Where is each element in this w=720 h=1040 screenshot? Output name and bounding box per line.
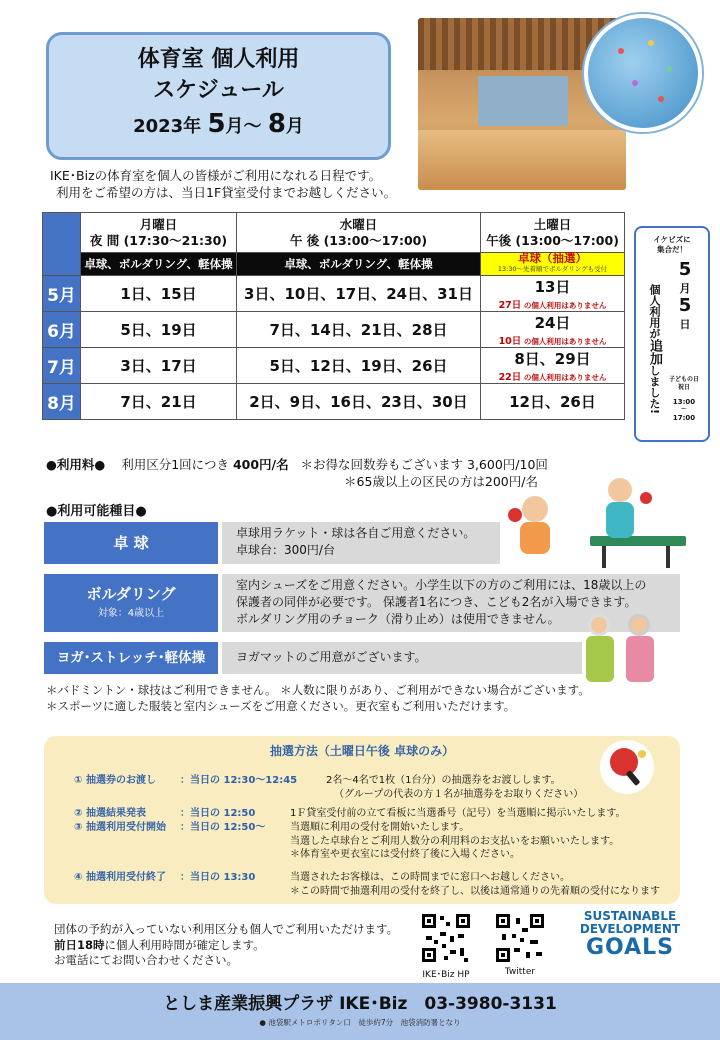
footer <box>0 983 720 1040</box>
type-desc-line1: ヨガマットのご用意がございます。 <box>236 650 427 664</box>
cell-wednesday: 7日、14日、21日、28日 <box>237 312 481 348</box>
col-day: 土曜日 <box>533 216 572 232</box>
cell-wednesday: 5日、12日、19日、26日 <box>237 348 481 384</box>
lottery-step-4 <box>74 871 255 885</box>
type-desc <box>222 642 582 674</box>
bouldering-photo <box>584 14 702 132</box>
lottery-title: 抽選方法（土曜日午後 卓球のみ） <box>269 744 455 758</box>
cell-saturday <box>481 276 625 312</box>
cell-monday: 5日、19日 <box>81 312 237 348</box>
col-activity: 卓球、ボルダリング、軽体操 <box>81 253 237 276</box>
notice-header2: 集合だ！ <box>657 245 687 254</box>
col-activity: 卓球（抽選） <box>518 251 587 265</box>
notice-kids-weekday: 祝日 <box>677 384 690 391</box>
group-info-line1: 団体の予約が入っていない利用区分も個人でご利用いただけます。 <box>54 922 399 936</box>
col-day: 月曜日 <box>139 216 178 232</box>
fees-text: 利用区分1回につき <box>121 457 229 472</box>
notice-month-unit: 月 <box>679 282 691 295</box>
sdgs-logo <box>566 910 694 960</box>
cell-saturday: 12日、26日 <box>481 384 625 420</box>
table-corner <box>43 213 81 276</box>
sdg-line2: DEVELOPMENT <box>579 922 681 936</box>
cell-monday: 1日、15日 <box>81 276 237 312</box>
fees-price: 400円/名 <box>232 457 289 472</box>
notice-kids-day: 子どもの日 <box>668 376 699 383</box>
lottery-step-1-desc <box>326 774 583 801</box>
title-line1: 体育室 個人利用 <box>137 47 300 72</box>
step-time: ：当日の 12:50 <box>180 808 256 819</box>
step-desc1: 1Ｆ貸室受付前の立て看板に当選番号（記号）を当選順に掲示いたします。 <box>290 808 626 819</box>
title-to-month: 8 <box>267 109 286 139</box>
type-desc-line2: 卓球台：300円/台 <box>236 543 335 557</box>
col-header-monday <box>81 213 237 253</box>
footer-name-phone: としま産業振興プラザ IKE･Biz 03-3980-3131 <box>163 994 557 1014</box>
cell-saturday-note <box>481 333 624 347</box>
group-info-line3: お電話にてお問い合わせください。 <box>54 953 238 967</box>
cell-monday: 3日、17日 <box>81 348 237 384</box>
col-header-wednesday <box>237 213 481 253</box>
note-line1: ＊バドミントン・球技はご利用できません。 ＊人数に限りがあり、ご利用ができない場合がございます。 <box>46 683 590 697</box>
notice-vertical-a: 個人利用 <box>648 284 661 328</box>
col-activity-sub: 13:30～先着順でボルダリングも受付 <box>497 265 608 273</box>
step-label: ③ 抽選利用受付開始 <box>74 822 166 833</box>
schedule-table <box>42 212 625 420</box>
step-label: ② 抽選結果発表 <box>74 808 146 819</box>
col-activity: 卓球、ボルダリング、軽体操 <box>237 253 481 276</box>
notice-vertical-b: が <box>648 328 661 339</box>
col-header-saturday <box>481 213 625 253</box>
step-desc1: 当選順に利用の受付を開始いたします。 <box>290 822 470 833</box>
type-label-box <box>44 574 218 632</box>
cell-monday: 7日、21日 <box>81 384 237 420</box>
title-from-month: 5 <box>207 109 226 139</box>
general-notes <box>46 682 590 714</box>
sdg-line1: SUSTAINABLE <box>583 909 677 923</box>
cell-saturday-dates: 8日、29日 <box>514 350 591 368</box>
group-info-line2: に個人利用時間が確定します。 <box>104 937 265 952</box>
lottery-step-2-desc <box>290 807 626 821</box>
notice-header1: イケビズに <box>653 235 691 244</box>
type-sub: 対象：4歳以上 <box>97 608 165 619</box>
fees-heading: ●利用料● <box>46 457 106 472</box>
note-day: 22日 <box>498 372 522 383</box>
row-month: 5月 <box>43 276 81 312</box>
cell-wednesday: 3日、10日、17日、24日、31日 <box>237 276 481 312</box>
sdg-line3: GOALS <box>585 935 675 960</box>
cell-saturday-dates: 13日 <box>534 278 571 296</box>
cell-saturday <box>481 312 625 348</box>
step-label: ① 抽選券のお渡し <box>74 775 156 786</box>
cell-saturday-note <box>481 297 624 311</box>
step-time: ：当日の 12:30～12:45 <box>180 775 298 786</box>
col-activity-lottery <box>481 253 625 276</box>
step-label: ④ 抽選利用受付終了 <box>74 872 166 883</box>
row-month: 6月 <box>43 312 81 348</box>
footer-address: ● 池袋駅メトロポリタン口 徒歩約7分 池袋消防署となり <box>259 1018 461 1027</box>
fees-note2: ＊65歳以上の区民の方は200円/名 <box>344 474 538 489</box>
lottery-step-1 <box>74 774 297 788</box>
qr-label-hp: IKE･Biz HP <box>422 970 470 980</box>
col-time: 午 後 (13:00～17:00) <box>289 232 428 248</box>
title-month-suffix1: 月～ <box>225 116 262 137</box>
step-desc2: ＊この時間で抽選利用の受付を終了し、以後は通常通りの先着順の受付になります <box>290 885 660 897</box>
pingpong-paddle-icon <box>600 740 654 794</box>
lottery-step-4-desc <box>290 871 660 898</box>
lottery-section <box>44 736 680 904</box>
step-time: ：当日の 13:30 <box>180 872 256 883</box>
note-text: の個人利用はありません <box>523 337 607 346</box>
col-day: 水曜日 <box>339 216 378 232</box>
notice-time-sep: ～ <box>680 406 687 413</box>
note-text: の個人利用はありません <box>523 373 607 382</box>
notice-month: 5 <box>678 259 692 280</box>
types-heading: ●利用可能種目● <box>46 504 147 519</box>
type-label: ボルダリング <box>86 585 176 603</box>
qr-code-twitter[interactable] <box>494 912 546 964</box>
elderly-illustration <box>578 608 666 684</box>
cell-wednesday: 2日、9日、16日、23日、30日 <box>237 384 481 420</box>
note-text: の個人利用はありません <box>523 301 607 310</box>
fees-section <box>46 456 548 490</box>
col-time: 午後 (13:00～17:00) <box>486 232 619 248</box>
lottery-step-2 <box>74 807 255 821</box>
col-time: 夜 間 (17:30～21:30) <box>89 232 228 248</box>
step-desc1: 当選されたお客様は、この時間までに窓口へお越しください。 <box>290 872 570 883</box>
notice-time-from: 13:00 <box>672 398 696 406</box>
intro-text <box>50 167 396 201</box>
note-line2: ＊スポーツに適した服装と室内シューズをご用意ください。更衣室もご利用いただけます。 <box>46 699 516 713</box>
notice-day-unit: 日 <box>679 318 691 331</box>
type-desc-line1: 卓球用ラケット・球は各自ご用意ください。 <box>236 526 476 540</box>
notice-time-to: 17:00 <box>672 414 696 422</box>
notice-day: 5 <box>678 295 692 316</box>
row-month: 8月 <box>43 384 81 420</box>
group-info <box>54 922 398 969</box>
type-desc-line1: 室内シューズをご用意ください。小学生以下の方のご利用には、18歳以上の <box>236 578 647 592</box>
title-period <box>49 107 388 144</box>
step-desc3: ＊体育室や更衣室には受付終了後に入場ください。 <box>290 849 520 860</box>
title-year: 2023年 <box>133 116 202 137</box>
type-label: ヨガ･ストレッチ･軽体操 <box>44 642 218 674</box>
notice-vertical-d: しました! <box>648 365 661 415</box>
group-info-bold: 前日18時 <box>54 937 105 952</box>
notice-vertical-c: 追加 <box>647 339 662 365</box>
cell-saturday-note <box>481 369 624 383</box>
lottery-step-3-desc <box>290 821 619 862</box>
cell-saturday-dates: 24日 <box>534 314 571 332</box>
step-desc1: 2名～4名で1枚（1台分）の抽選券をお渡しします。 <box>326 775 561 786</box>
intro-line1: IKE･Bizの体育室を個人の皆様がご利用になれる日程です。 <box>50 168 382 183</box>
lottery-step-3 <box>74 821 265 835</box>
step-desc2: 当選した卓球台とご利用人数分の利用料のお支払いをお願いいたします。 <box>290 835 620 847</box>
cell-saturday <box>481 348 625 384</box>
type-desc-line2: 保護者の同伴が必要です。 保護者1名につき、こども2名が入場できます。 <box>236 595 637 609</box>
step-time: ：当日の 12:50～ <box>180 822 266 833</box>
step-desc2: （グループの代表の方１名が抽選券をお取りください） <box>334 788 584 800</box>
note-day: 10日 <box>498 336 522 347</box>
type-desc <box>222 522 500 564</box>
title-month-suffix2: 月 <box>285 116 304 137</box>
row-month: 7月 <box>43 348 81 384</box>
notice-vertical-text <box>644 284 660 414</box>
type-label: 卓 球 <box>44 522 218 564</box>
notice-kids-info <box>664 376 704 422</box>
note-day: 27日 <box>498 300 522 311</box>
intro-line2: 利用をご希望の方は、当日1F貸室受付までお越しください。 <box>56 185 397 200</box>
qr-label-twitter: Twitter <box>504 967 536 977</box>
title-box <box>46 32 391 160</box>
qr-code-hp[interactable] <box>420 912 472 964</box>
fees-note1: ＊お得な回数券もございます 3,600円/10回 <box>300 457 548 472</box>
added-day-notice <box>634 226 710 442</box>
type-row-tabletennis <box>44 522 680 564</box>
type-desc-line3: ボルダリング用のチョーク（滑り止め）は使用できません。 <box>236 612 560 626</box>
title-line2: スケジュール <box>153 78 284 103</box>
